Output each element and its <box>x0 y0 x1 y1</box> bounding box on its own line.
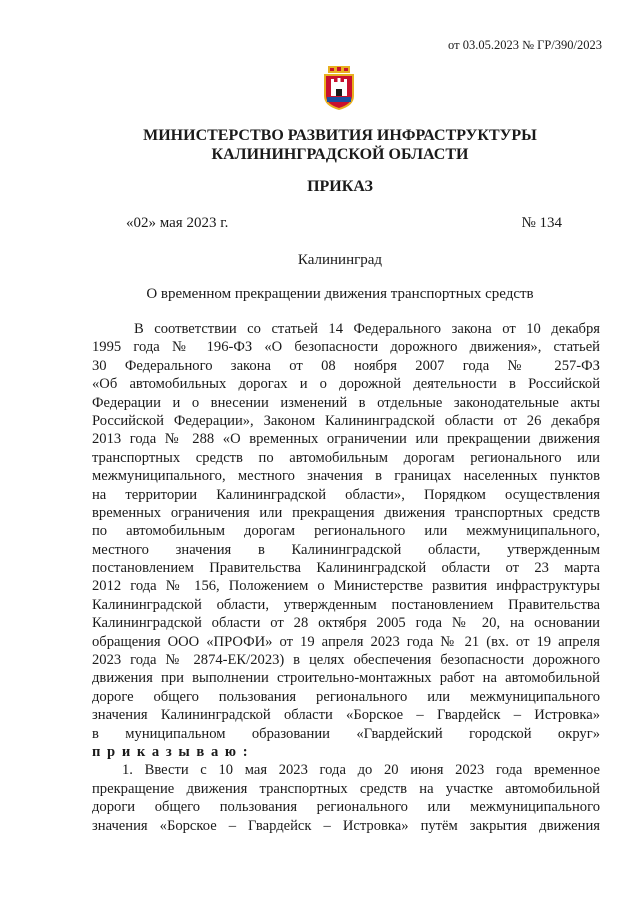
paragraph-line: 2013 года № 288 «О временных ограничении или прекращении движения <box>92 431 600 448</box>
paragraph-line: Федерации и о внесении изменений в отдельные законодательные акты <box>92 394 600 411</box>
paragraph-line: местного значения в Калининградской области, утвержденным <box>92 541 600 558</box>
order-subject: О временном прекращении движения транспортных средств <box>146 286 534 302</box>
registration-number: от 03.05.2023 № ГР/390/2023 <box>448 38 602 52</box>
paragraph-line: постановлением Правительства Калининградской области от 23 марта <box>92 560 600 577</box>
paragraph-line: В соответствии со статьей 14 Федерального закона от 10 декабря <box>134 321 600 337</box>
paragraph-line: в муниципальном образовании «Гвардейский городской округ» <box>92 725 600 742</box>
item-line: прекращение движения транспортных средств на участке автомобильной <box>92 780 600 797</box>
paragraph-line: 2023 года № 2874-ЕК/2023) в целях обеспечения безопасности дорожного <box>92 652 600 669</box>
paragraph-line: на территории Калининградской области», Порядком осуществления <box>92 486 600 503</box>
paragraph-line: «Об автомобильных дорогах и о дорожной деятельности в Российской <box>92 376 600 393</box>
paragraph-line: 2012 года № 156, Положением о Министерстве развития инфраструктуры <box>92 578 600 595</box>
paragraph-line: транспортных средств по автомобильным дорогам регионального или <box>92 449 600 466</box>
paragraph-line: 30 Федерального закона от 08 ноября 2007 года № 257-ФЗ <box>92 357 600 374</box>
paragraph-line: Калининградской области от 28 октября 2005 года № 20, на основании <box>92 615 600 632</box>
ministry-line-1: МИНИСТЕРСТВО РАЗВИТИЯ ИНФРАСТРУКТУРЫ <box>143 127 537 144</box>
paragraph-line: дороге общего пользования регионального или межмуниципального <box>92 688 600 705</box>
item-line: 1. Ввести с 10 мая 2023 года до 20 июня 2023 года временное <box>122 762 600 779</box>
order-title: ПРИКАЗ <box>307 178 373 195</box>
paragraph-line: Российской Федерации», Законом Калининградской области от 26 декабря <box>92 412 600 429</box>
decree-word: п р и к а з ы в а ю : <box>92 743 250 760</box>
ministry-line-2: КАЛИНИНГРАДСКОЙ ОБЛАСТИ <box>211 146 469 163</box>
ministry-name <box>0 126 640 164</box>
order-date: «02» мая 2023 г. <box>126 215 229 231</box>
paragraph-line: обращения ООО «ПРОФИ» от 19 апреля 2023 года № 21 (вх. от 19 апреля <box>92 633 600 650</box>
document-body <box>92 320 600 835</box>
item-line: дороги общего пользования регионального или межмуниципального <box>92 799 600 816</box>
paragraph-line: 1995 года № 196-ФЗ «О безопасности дорожного движения», статьей <box>92 339 600 356</box>
city-name: Калининград <box>297 252 383 268</box>
paragraph-line: временных ограничения или прекращения движения транспортных средств <box>92 504 600 521</box>
coat-of-arms-icon <box>322 66 356 110</box>
paragraph-line: значения Калининградской области «Борское – Гвардейск – Истровка» <box>92 707 600 724</box>
paragraph-line: движения при выполнении строительно-монтажных работ на автомобильной <box>92 670 600 687</box>
paragraph-line: Калининградской области, утвержденным постановлением Правительства <box>92 596 600 613</box>
order-number: № 134 <box>521 215 562 231</box>
paragraph-line: межмуниципального, местного значения в границах населенных пунктов <box>92 468 600 485</box>
item-line: значения «Борское – Гвардейск – Истровка» путём закрытия движения <box>92 817 600 834</box>
paragraph-line: по автомобильным дорогам регионального или межмуниципального, <box>92 523 600 540</box>
